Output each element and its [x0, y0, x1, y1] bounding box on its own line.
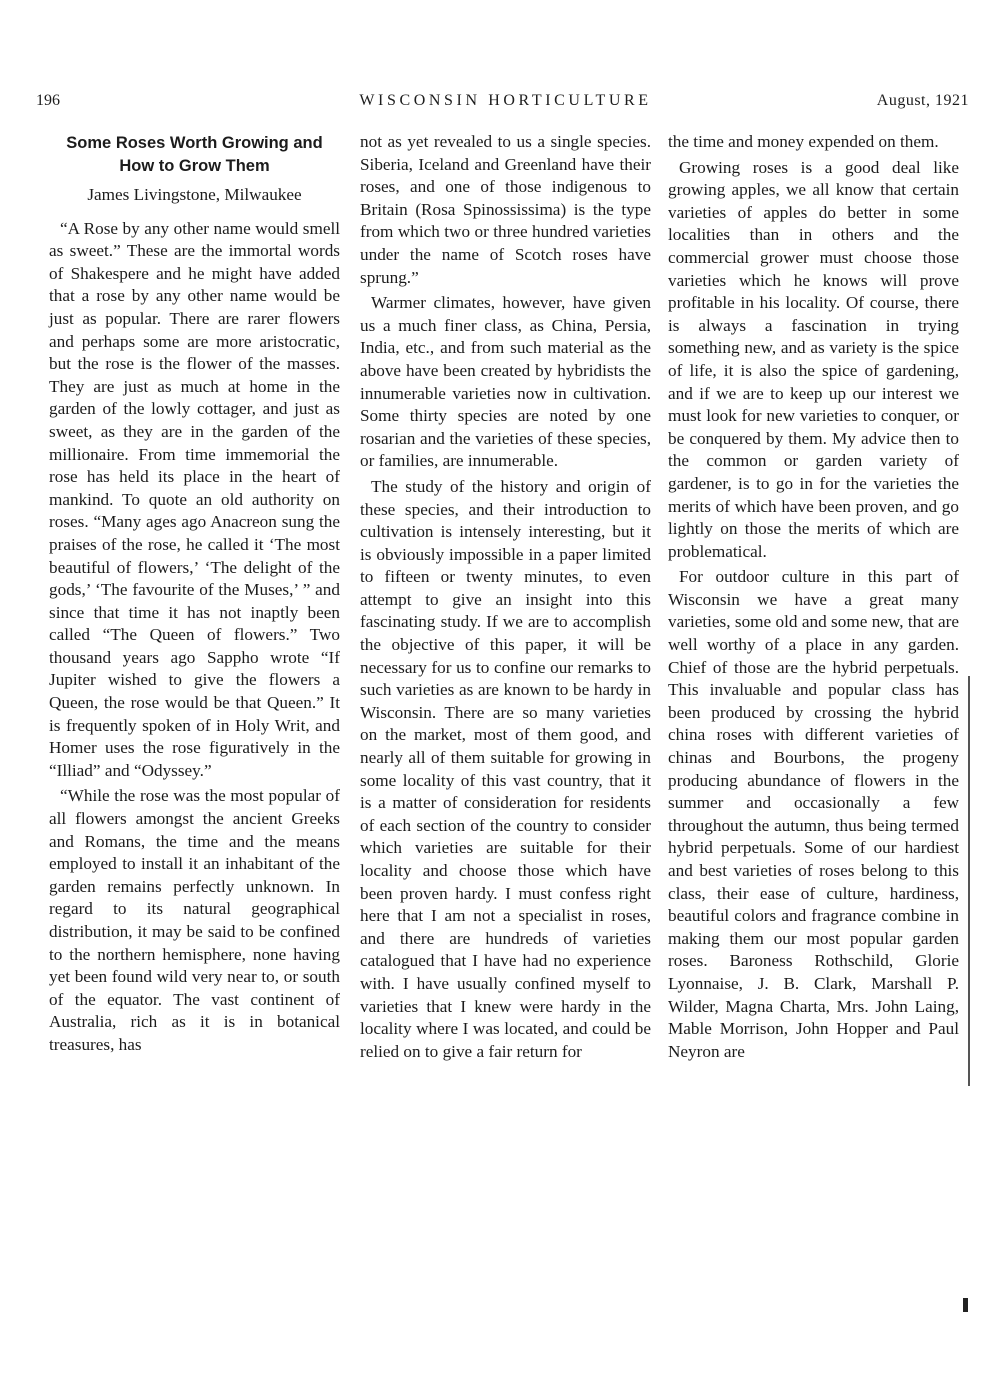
- page-header: [36, 92, 975, 114]
- paragraph: Warmer climates, however, have given us a much finer class, as China, Persia, India, etc., and from such material as the above have been created by hybridists the innumerable varieties now in cultivation. Some thirty species are noted by one rosarian and the varieties of these species, or families, are innumerable.: [360, 293, 651, 471]
- paragraph: Growing roses is a good deal like growing apples, we all know that certain varieties of apples do better in some localities than in others and the commercial grower must choose those varieties which he knows will prove profitable in his locality. Of course, there is always a fascination in trying something new, and as variety is the spice of life, it is also the spice of gardening, and if we are to keep up our interest we must look for new varieties to conquer, or be conquered by them. My advice then to the common or garden variety of gardener, is to go in for the varieties the merits of which have been proven, and go lightly on those the merits of which are problematical.: [668, 157, 959, 561]
- paragraph: The study of the history and origin of these species, and their introduction to cultivation is intensely interesting, but it is obviously impossible in a paper limited to fifteen or twenty minutes, to even attempt to give an insight into this fascinating study. If we are to accomplish the objective of this paper, it will be necessary for us to confine our remarks to such varieties as are known to be hardy in Wisconsin. There are so many varieties on the market, most of them good, and nearly all of them suitable for growing in some locality of this vast country, that it is a matter of consideration for residents of each section of the country to consider which varieties are suitable for their locality and choose those which have been proven hardy. I must confess right here that I am not a specialist in roses, and there are hundreds of varieties catalogued that I have had no experience with. I have usually confined myself to varieties that I knew were hardy in the locality where I was located, and could be relied on to give a fair return for: [360, 476, 651, 1061]
- issue-date: August, 1921: [876, 92, 969, 109]
- publication-title: WISCONSIN HORTICULTURE: [359, 92, 652, 109]
- paragraph: “While the rose was the most popular of all flowers amongst the ancient Greeks and Romans, the time and the means employed to install it an inhabitant of the garden remains perfectly unknown. In regard to its natural geographical distribution, it may be said to be confined to the northern hemisphere, none having yet been found wild very near to, or south of the equator. The vast continent of Australia, rich as it is in botanical treasures, has: [49, 786, 340, 1054]
- paragraph-continued: the time and money expended on them.: [668, 132, 939, 151]
- article-byline: James Livingstone, Milwaukee: [87, 185, 302, 204]
- text-column-2: [360, 131, 651, 1066]
- article-title: Some Roses Worth Growing and How to Grow Them: [66, 134, 323, 175]
- paragraph-continued: not as yet revealed to us a single species. Siberia, Iceland and Greenland have their roses, and one of those indigenous to Britain (Rosa Spinossissima) is the type from which two or three hundred varieties under the name of Scotch roses have sprung.”: [360, 132, 651, 287]
- paragraph: “A Rose by any other name would smell as sweet.” These are the immortal words of Shakespere and he might have added that a rose by any other name would be just as popular. There are rarer flowers and perhaps some are more aristocratic, but the rose is the flower of the masses. They are just as much at home in the garden of the lowly cottager, and just as sweet, as they are in the garden of the millionaire. From time immemorial the rose has held its place in the heart of mankind. To quote an old authority on roses. “Many ages ago Anacreon sung the praises of the rose, he called it ‘The most beautiful of flowers,’ ‘The delight of the gods,’ ‘The favourite of the Muses,’ ” and since that time it has not inaptly been called “The Queen of flowers.” Two thousand years ago Sappho wrote “If Jupiter wished to give the flowers a Queen, the rose would be that Queen.” It is frequently spoken of in Holy Writ, and Homer uses the rose figuratively in the “Illiad” and “Odyssey.”: [49, 218, 340, 780]
- text-column-1: [49, 131, 340, 1060]
- margin-rule: [968, 676, 970, 1086]
- margin-mark: [963, 1298, 968, 1312]
- paragraph: For outdoor culture in this part of Wisconsin we have a great many varieties, some old and some new, that are well worthy of a place in any garden. Chief of those are the hybrid perpetuals. This invaluable and popular class has been produced by crossing the hybrid china roses with different varieties of chinas and Bourbons, the progeny producing abundance of flowers in the summer and occasionally a few throughout the autumn, thus being termed hybrid perpetuals. Some of our hardiest and best varieties of roses belong to this class, their ease of culture, hardiness, beautiful colors and fragrance combine in making them our most popular garden roses. Baroness Rothschild, Glorie Lyonnaise, J. B. Clark, Marshall P. Wilder, Magna Charta, Mrs. John Laing, Mable Morrison, John Hopper and Paul Neyron are: [668, 567, 959, 1061]
- text-column-3: [668, 131, 959, 1066]
- page-number: 196: [36, 92, 60, 109]
